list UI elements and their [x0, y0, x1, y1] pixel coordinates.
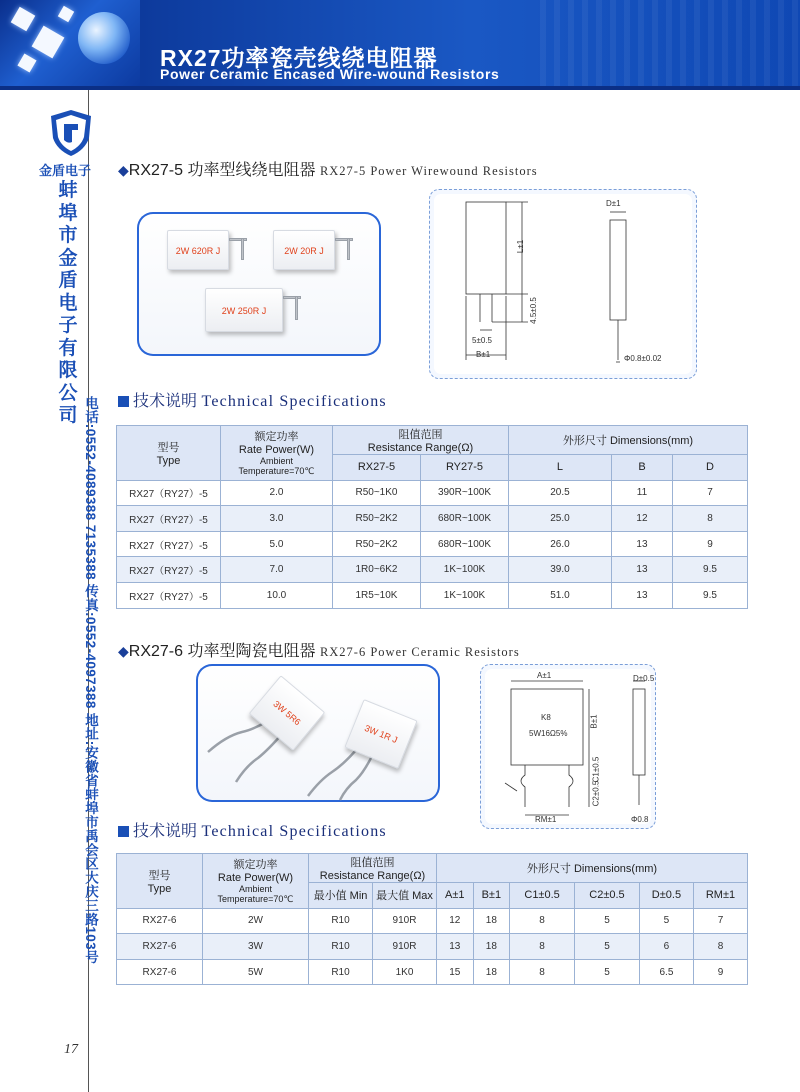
dim-label: A±1 — [537, 671, 552, 680]
table-row: RX27（RY27）-5 7.0 1R0~6K2 1K~100K 39.0 13 9.5 — [117, 557, 748, 583]
section2-title-en: RX27-6 Power Ceramic Resistors — [319, 645, 520, 659]
globe-graphic — [78, 12, 130, 64]
company-char: 市 — [58, 225, 78, 246]
resistor-label: 3W 5R6 — [271, 698, 303, 728]
product-photo-rx27-5 — [137, 212, 381, 356]
header-cell: 外形尺寸 Dimensions(mm) — [437, 854, 748, 883]
header-cell: 最大值 Max — [373, 883, 437, 909]
section1-title-cn: RX27-5 功率型线绕电阻器 — [128, 162, 316, 179]
header-cell: 型号 Type — [117, 426, 221, 481]
contact-info: 电话:0552-4089388 7135388 传真:0552-4097388 地址:安徽省蚌埠市禹会区大庆三路103号 — [83, 396, 98, 964]
resistor-label: 2W 620R J — [175, 246, 221, 257]
dim-label: B±1 — [589, 714, 599, 729]
dimension-diagram-rx27-5 — [429, 189, 697, 379]
dim-label: RM±1 — [535, 815, 557, 824]
dim-label: Φ0.8±0.02 — [624, 354, 662, 363]
spec-table-rx27-6 — [116, 853, 748, 985]
resistor-label: 3W 1R J — [363, 722, 399, 746]
dimension-diagram-rx27-6 — [480, 664, 656, 829]
table-row: RX27（RY27）-5 10.0 1R5~10K 1K~100K 51.0 13 9.5 — [117, 582, 748, 608]
dim-label: C2±0.5 — [591, 780, 601, 807]
header-cell: B±1 — [473, 883, 510, 909]
header-cell: RX27-5 — [333, 455, 421, 481]
header-cell: C1±0.5 — [510, 883, 575, 909]
shield-logo-icon — [48, 108, 94, 158]
diagram-drawing — [481, 665, 657, 830]
square-bullet-icon — [118, 826, 129, 837]
cube-graphic — [11, 7, 36, 32]
section2-heading — [118, 638, 520, 661]
spec2-title-cn: 技术说明 — [133, 823, 198, 840]
lead-image — [283, 296, 301, 299]
resistor-image — [167, 230, 229, 270]
header-cell: D±0.5 — [639, 883, 693, 909]
product-photo-rx27-6 — [196, 664, 440, 802]
company-char: 子 — [58, 315, 78, 336]
company-char: 埠 — [58, 202, 78, 224]
dim-label: C1±0.5 — [591, 756, 601, 783]
company-char: 蚌 — [58, 180, 78, 201]
table-row: RX27（RY27）-5 3.0 R50~2K2 680R~100K 25.0 12 8 — [117, 506, 748, 532]
company-char: 金 — [58, 247, 78, 269]
page-number: 17 — [64, 1042, 78, 1057]
cube-graphic — [58, 6, 74, 22]
spec1-title-en: Technical Specifications — [201, 393, 387, 410]
section1-title-en: RX27-5 Power Wirewound Resistors — [319, 164, 538, 178]
diamond-icon: ◆ — [118, 643, 129, 659]
company-char: 盾 — [58, 270, 78, 291]
spec2-heading — [118, 818, 387, 841]
header-divider — [0, 86, 800, 90]
body-marking: 5W16Ω5% — [529, 729, 568, 738]
company-name — [56, 180, 80, 428]
resistor-image — [273, 230, 335, 270]
dim-label: B±1 — [476, 350, 491, 359]
resistor-label: 2W 250R J — [221, 305, 267, 316]
table-row: RX27（RY27）-5 5.0 R50~2K2 680R~100K 26.0 13 9 — [117, 531, 748, 557]
dim-label: D±1 — [606, 199, 621, 208]
header-cell: 阻值范围 Resistance Range(Ω) — [309, 854, 437, 883]
resistor-label: 2W 20R J — [284, 246, 324, 257]
cube-graphic — [32, 26, 65, 59]
dim-label: Φ0.8 — [631, 815, 649, 824]
company-char: 有 — [58, 337, 78, 359]
spec1-heading — [118, 388, 387, 411]
company-char: 司 — [58, 405, 78, 426]
header-cell: 外形尺寸 Dimensions(mm) — [509, 426, 748, 455]
body-marking: K8 — [541, 713, 551, 722]
lead-image — [335, 238, 353, 241]
company-char: 限 — [58, 360, 78, 381]
page-title: RX27功率瓷壳线绕电阻器 — [160, 45, 438, 71]
lead-image — [295, 296, 298, 320]
company-char: 电 — [58, 292, 78, 314]
header-cell: RY27-5 — [421, 455, 509, 481]
table-row: RX27-6 5W R10 1K0 15 18 8 5 6.5 9 — [117, 959, 748, 985]
header-cell: D — [672, 455, 747, 481]
header-cell: 型号 Type — [117, 854, 203, 909]
dim-label: 5±0.5 — [472, 336, 492, 345]
header-cell: RM±1 — [693, 883, 747, 909]
lead-image — [241, 238, 244, 260]
header-cell: L — [509, 455, 612, 481]
spec1-title-cn: 技术说明 — [133, 393, 198, 410]
spec-table-rx27-5 — [116, 425, 748, 609]
header-cell: A±1 — [437, 883, 474, 909]
section2-title-cn: RX27-6 功率型陶瓷电阻器 — [128, 643, 316, 660]
brand-name: 金盾电子 — [38, 163, 91, 178]
table-row: RX27-6 3W R10 910R 13 18 8 5 6 8 — [117, 934, 748, 960]
header-cell: 额定功率 Rate Power(W) Ambient Temperature=70℃ — [203, 854, 309, 909]
diamond-icon: ◆ — [118, 162, 129, 178]
header-cell: 额定功率 Rate Power(W) Ambient Temperature=70℃ — [221, 426, 333, 481]
header-photo — [0, 0, 140, 86]
table-row: RX27（RY27）-5 2.0 R50~1K0 390R~100K 20.5 11 7 — [117, 480, 748, 506]
dim-label: D±0.5 — [633, 674, 655, 683]
diagram-drawing — [430, 190, 698, 380]
lead-image — [229, 238, 247, 241]
resistor-image — [205, 288, 283, 332]
company-char: 公 — [58, 382, 78, 404]
page-subtitle: Power Ceramic Encased Wire-wound Resistors — [160, 66, 500, 82]
spec2-title-en: Technical Specifications — [201, 823, 387, 840]
square-bullet-icon — [118, 396, 129, 407]
cube-graphic — [17, 53, 36, 72]
header-cell: 最小值 Min — [309, 883, 373, 909]
dim-label: L±1 — [516, 239, 526, 254]
dim-label: 4.5±0.5 — [528, 297, 538, 324]
header-cell: B — [611, 455, 672, 481]
header-cell: 阻值范围 Resistance Range(Ω) — [333, 426, 509, 455]
table-row: RX27-6 2W R10 910R 12 18 8 5 5 7 — [117, 908, 748, 934]
section1-heading — [118, 157, 538, 180]
lead-image — [347, 238, 350, 260]
header-cell: C2±0.5 — [575, 883, 640, 909]
